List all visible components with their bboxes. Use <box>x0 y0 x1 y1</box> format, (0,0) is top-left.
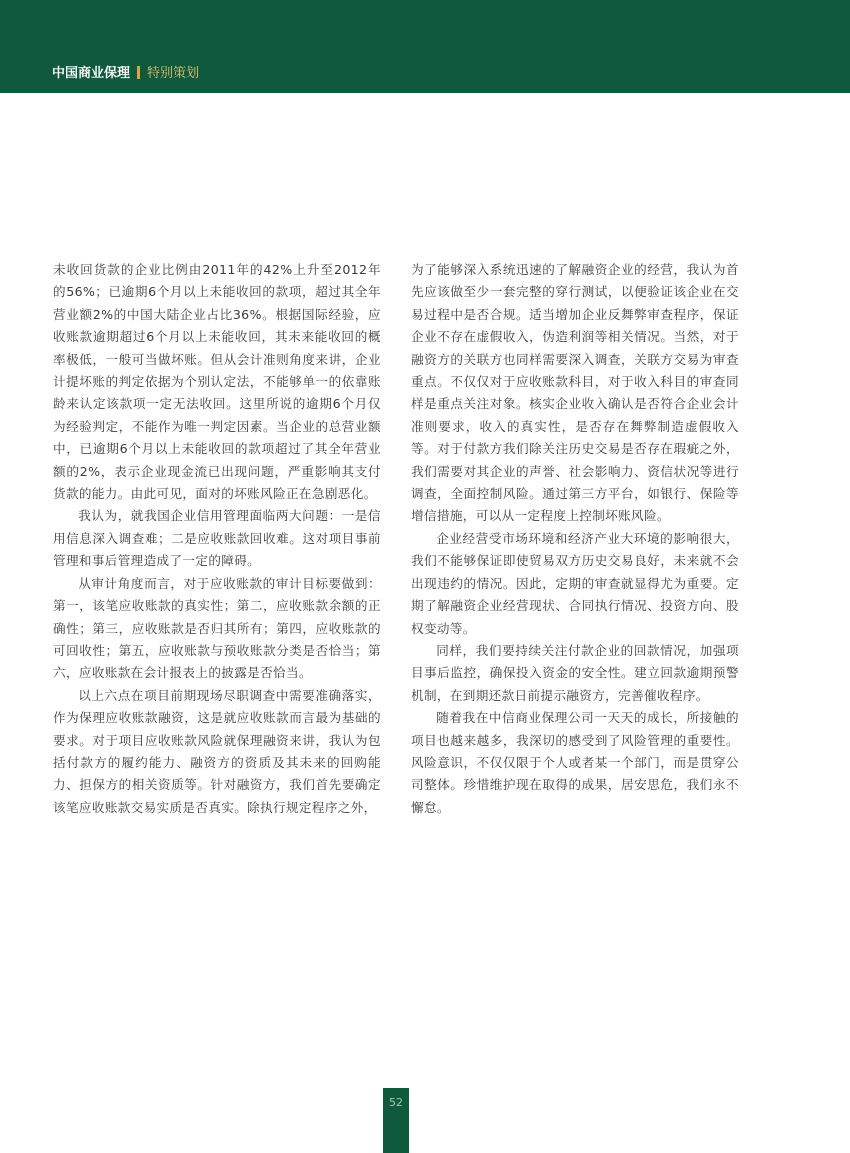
brand-name: 中国商业保理 <box>52 66 131 81</box>
section-name: 特别策划 <box>147 66 200 81</box>
page-number: 52 <box>389 1096 403 1109</box>
paragraph: 同样，我们要持续关注付款企业的回款情况，加强项目事后监控，确保投入资金的安全性。建立回款逾期预警机制，在到期还款日前提示融资方，完善催收程序。 <box>411 642 739 703</box>
paragraph: 从审计角度而言，对于应收账款的审计目标要做到：第一，该笔应收账款的真实性；第二，应收账款余额的正确性；第三，应收账款是否归其所有；第四，应收账款的可回收性；第五，应收账款与预收账款分类是否恰当；第六，应收账款在会计报表上的披露是否恰当。 <box>53 575 381 681</box>
paragraph: 以上六点在项目前期现场尽职调查中需要准确落实，作为保理应收账款融资，这是就应收账款而言最为基础的要求。对于项目应收账款风险就保理融资来讲，我认为包括付款方的履约能力、融资方的资质及其未来的回购能力、担保方的相关资质等。针对融资方，我们首先要确定该笔应收账款交易实质是否真实。除执行规定程序之外， <box>53 687 381 815</box>
right-column <box>411 259 739 819</box>
header-bar <box>0 0 850 93</box>
footer-tab <box>383 1088 409 1153</box>
paragraph: 为了能够深入系统迅速的了解融资企业的经营，我认为首先应该做至少一套完整的穿行测试，以便验证该企业在交易过程中是否合规。适当增加企业反舞弊审查程序，保证企业不存在虚假收入，伪造利润等相关情况。当然，对于融资方的关联方也同样需要深入调查，关联方交易为审查重点。不仅仅对于应收账款科目，对于收入科目的审查同样是重点关注对象。核实企业收入确认是否符合企业会计准则要求，收入的真实性，是否存在舞弊制造虚假收入等。对于付款方我们除关注历史交易是否存在瑕疵之外，我们需要对其企业的声誉、社会影响力、资信状况等进行调查，全面控制风险。通过第三方平台，如银行、保险等增信措施，可以从一定程度上控制坏账风险。 <box>411 262 739 524</box>
paragraph: 未收回货款的企业比例由2011年的42%上升至2012年的56%；已逾期6个月以上未能收回的款项，超过其全年营业额2%的中国大陆企业占比36%。根据国际经验，应收账款逾期超过6个月以上未能收回，其未来能收回的概率极低，一般可当做坏账。但从会计准则角度来讲，企业计提坏账的判定依据为个别认定法，不能够单一的依靠账龄来认定该款项一定无法收回。这里所说的逾期6个月仅为经验判定，不能作为唯一判定因素。当企业的总营业额中，已逾期6个月以上未能收回的款项超过了其全年营业额的2%，表示企业现金流已出现问题，严重影响其支付货款的能力。由此可见，面对的坏账风险正在急剧恶化。 <box>53 262 381 502</box>
paragraph: 我认为，就我国企业信用管理面临两大问题：一是信用信息深入调查难；二是应收账款回收难。这对项目事前管理和事后管理造成了一定的障碍。 <box>53 508 381 569</box>
paragraph: 随着我在中信商业保理公司一天天的成长，所接触的项目也越来越多，我深切的感受到了风险管理的重要性。风险意识，不仅仅限于个人或者某一个部门，而是贯穿公司整体。珍惜维护现在取得的成果，居安思危，我们永不懈怠。 <box>411 710 739 815</box>
header-title <box>52 66 199 82</box>
title-separator <box>137 66 140 79</box>
left-column <box>53 259 381 819</box>
paragraph: 企业经营受市场环境和经济产业大环境的影响很大，我们不能够保证即使贸易双方历史交易良好，未来就不会出现违约的情况。因此，定期的审查就显得尤为重要。定期了解融资企业经营现状、合同执行情况、投资方向、股权变动等。 <box>411 530 739 636</box>
